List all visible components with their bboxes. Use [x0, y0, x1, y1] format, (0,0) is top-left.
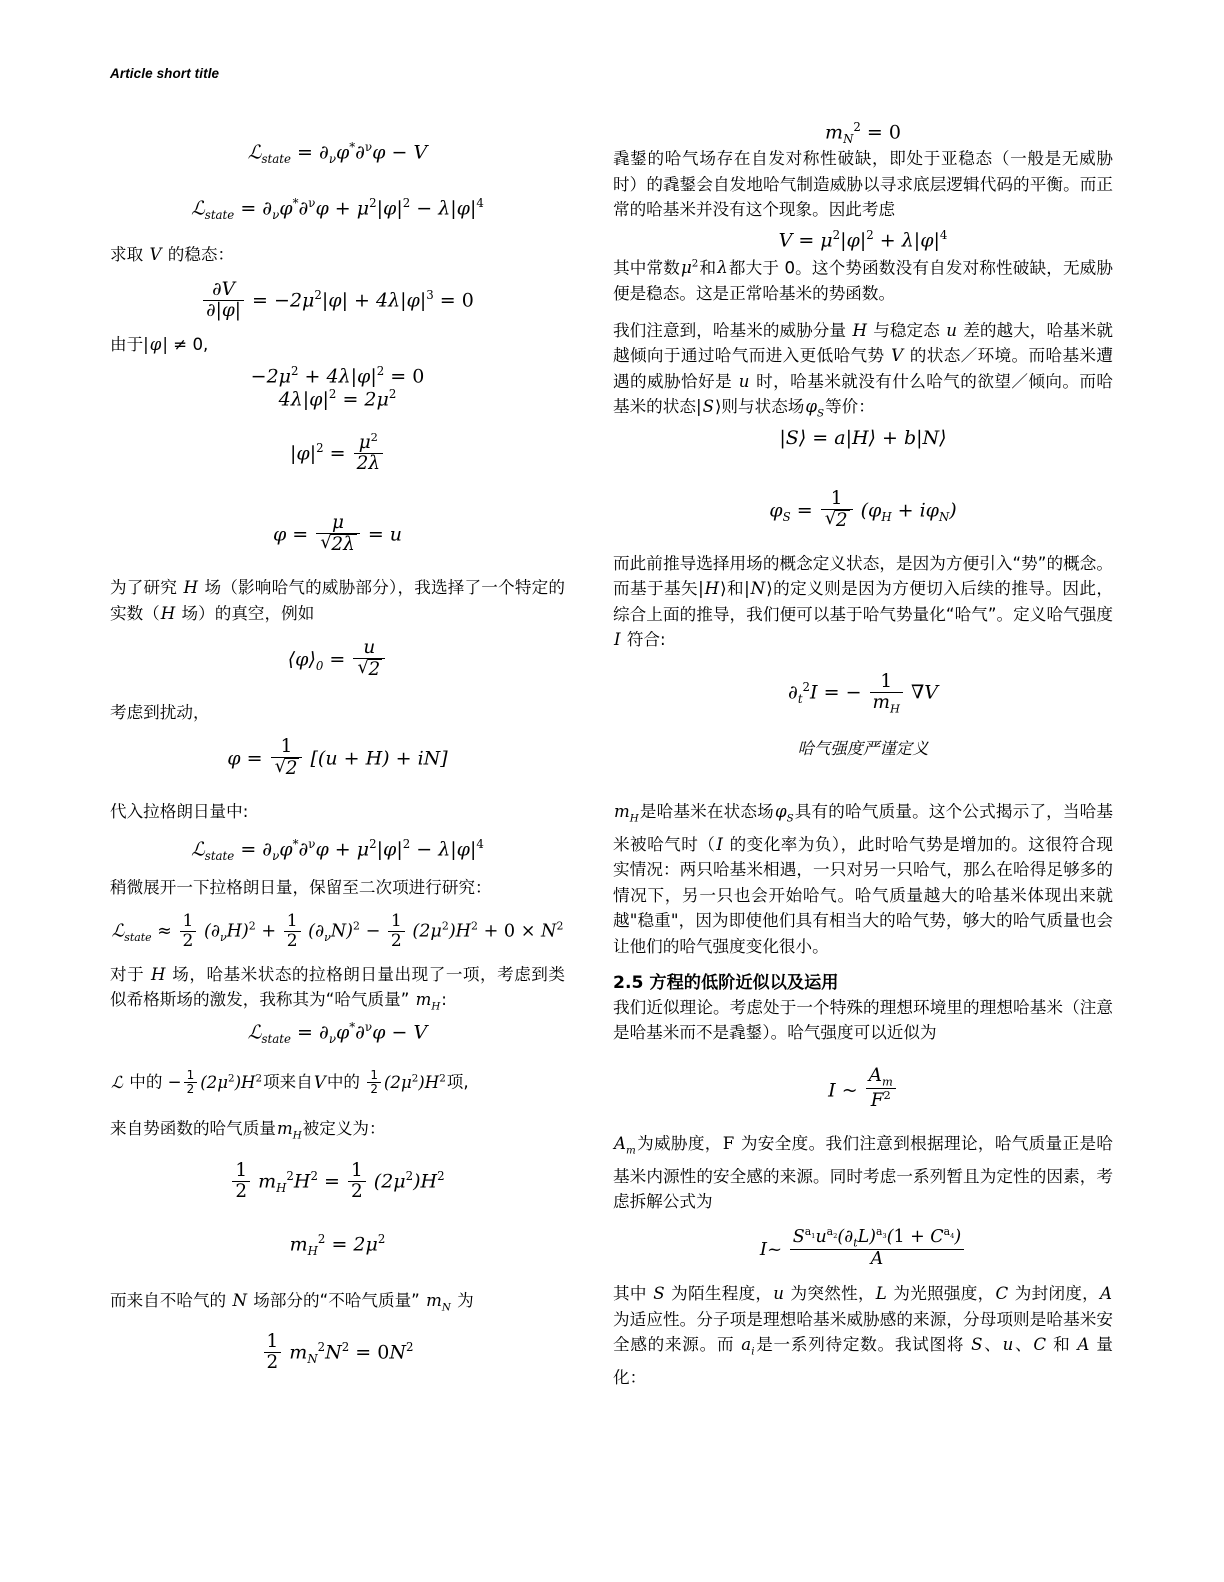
paragraph-perturbation: 考虑到扰动，: [110, 702, 210, 722]
equation-expanded-lagrangian: ℒ$_{state}$ ≈ $\frac{1}{2}$ $(\partial_\nu H)^2$ + $\frac{1}{2}$ $(\partial_\nu N)^2$ − $\frac{1}{2}$ $(2\mu^2)H^2 + 0 \times N^2$: [111, 911, 564, 951]
paragraph-study-H-field: 为了研究 H 场（影响哈气的威胁部分），我选择了一个特定的实数（H 场）的真空，例如: [110, 578, 565, 623]
equation-line-2: $4\lambda|\varphi|^2 = 2\mu^2$: [278, 387, 397, 411]
equation-vev: $⟨\varphi⟩_0$ = u √ 2: [110, 638, 565, 680]
paragraph-constants: 其中常数$\mu^2$和λ都大于 0。这个势函数没有自发对称性破缺，无威胁便是稳态。这是正常哈基米的势函数。: [613, 257, 1114, 303]
caption-intensity-definition: 哈气强度严谨定义: [797, 739, 929, 759]
equation-lagrangian-1: ℒ$_{state}$ = $\partial_\nu\varphi^*\partial^\nu\varphi - V$: [247, 140, 428, 167]
paragraph-Am-definition: $A_m$为威胁度，F 为安全度。我们注意到根据理论，哈气质量正是哈基米内源性的安全感的来源。同时考虑一系列暂且为定性的因素，考虑拆解公式为: [613, 1133, 1114, 1212]
equation-intensity-definition: $\partial_t^2I$ = − $\frac{1}{m_H}$ ∇V: [787, 671, 939, 716]
equation-lagrangian-3: ℒ$_{state}$ = $\partial_\nu\varphi^*\partial^\nu\varphi + \mu^2|\varphi|^2 - \lambda|\varphi|^4$: [191, 836, 484, 863]
equation-phi-expansion: φ = 1 √ 2 [(u + H) + iN]: [110, 737, 565, 779]
paragraph-mass-definition: 来自势函数的哈气质量$m_H$被定义为：: [110, 1119, 386, 1142]
equation-mN-squared-zero: $m_N^2 = 0$: [825, 120, 901, 147]
equation-mH-squared: $m_H^2 = 2\mu^2$: [289, 1231, 386, 1258]
paragraph-since-phi-nonzero: 由于|φ| ≠ 0,: [110, 335, 209, 355]
left-column: [110, 120, 565, 1373]
equation-mN-half: $\frac{1}{2}$ $m_N^2N^2 = 0N^2$: [110, 1332, 565, 1373]
paragraph-mao-field: 毳鋬的哈气场存在自发对称性破缺，即处于亚稳态（一般是无威胁时）的毳鋬会自发地哈气制造威胁以寻求底层逻辑代码的平衡。而正常的哈基米并没有这个现象。因此考虑: [613, 149, 1113, 219]
paragraph-approximation: 我们近似理论。考虑处于一个特殊的理想环境里的理想哈基米（注意是哈基米而不是毳鋬）。哈气强度可以近似为: [613, 998, 1113, 1043]
paragraph-concept-rationale: 而此前推导选择用场的概念定义状态，是因为方便引入“势”的概念。而基于基矢|H⟩和|N⟩的定义则是因为方便切入后续的推导。因此，综合上面的推导，我们便可以基于哈气势量化“哈气”。定义哈气强度 I 符合:: [613, 553, 1113, 649]
right-column: [613, 120, 1113, 1390]
equation-lagrangian-2: ℒ$_{state}$ = $\partial_\nu\varphi^*\partial^\nu\varphi + \mu^2|\varphi|^2 - \lambda|\varphi|^4$: [191, 196, 484, 223]
section-heading-2-5: 2.5 方程的低阶近似以及运用: [613, 973, 839, 994]
paragraph-about-H-field: 对于 H 场，哈基米状态的拉格朗日量出现了一项，考虑到类似希格斯场的激发，我称其为“哈气质量” $m_H$:: [110, 964, 565, 1013]
paragraph-mass-N-field: 而来自不哈气的 N 场部分的“不哈气质量” $m_N$ 为: [110, 1290, 474, 1313]
equation-phi-squared: $|\varphi|^2$ = $\frac{\mu^2}{2\lambda}$: [110, 431, 565, 474]
equation-line-1: $-2\mu^2 + 4\lambda|\varphi|^2 = 0$: [250, 363, 425, 388]
equation-dV-dphi: $\frac{\partial V}{\partial|\varphi|}$ = $-2\mu^2|\varphi| + 4\lambda|\varphi|^3 = 0$: [110, 280, 565, 321]
paragraph-symbol-definitions: 其中 S 为陌生程度，u 为突然性，L 为光照强度，C 为封闭度，A 为适应性。分子项是理想哈基米威胁感的来源，分母项则是哈基米安全感的来源。而 $a_i$是一系列待定数。我试图将 S、u、C 和 A 量化：: [613, 1284, 1113, 1387]
equation-state-superposition: |S⟩ = a|H⟩ + b|N⟩: [779, 426, 947, 449]
equation-I-approx: I ~ $\frac{A_m}{F^2}$: [613, 1066, 1113, 1111]
equation-phi-S: $\varphi_S$ = 1 √ 2 $(\varphi_H + i\varphi_N)$: [613, 489, 1113, 531]
paragraph-notice-threat: 我们注意到，哈基米的威胁分量 H 与稳定态 u 差的越大，哈基米就越倾向于通过哈气而进入更低哈气势 V 的状态／环境。而哈基米遭遇的威胁恰好是 u 时，哈基米就没有什么哈气的欲望／倾向。而哈基米的状态|S⟩则与状态场$\varphi_S$等价：: [613, 321, 1113, 420]
paragraph-term-origin: ℒ 中的 − $\frac{1}{2}$ $(2\mu^2)H^2$项来自V中的 $\frac{1}{2}$ $(2\mu^2)H^2$项,: [111, 1068, 469, 1097]
equation-potential-V: $V = \mu^2|\varphi|^2 + \lambda|\varphi|^4$: [778, 228, 948, 252]
running-head: Article short title: [110, 66, 220, 81]
equation-lagrangian-4: ℒ$_{state}$ = $\partial_\nu\varphi^*\partial^\nu\varphi - V$: [247, 1020, 428, 1047]
paragraph-substitute: 代入拉格朗日量中:: [110, 802, 249, 822]
paragraph-mH-description: $m_H$是哈基米在状态场$\varphi_S$具有的哈气质量。这个公式揭示了，当哈基米被哈气时（I 的变化率为负），此时哈气势是增加的。这很符合现实情况：两只哈基米相遇，一只对另一只哈气，那么在哈得足够多的情况下，另一只也会开始哈气。哈气质量越大的哈基米体现出来就越"稳重"，因为即使他们具有相当大的哈气势，够大的哈气质量也会让他们的哈气强度变化很小。: [613, 802, 1114, 956]
paragraph-seek-stable: 求取 V 的稳态：: [110, 245, 235, 265]
equation-I-full-expansion: I~ $\frac{S^{a_1}u^{a_2}(\partial_tL)^{a_3}(1 + C^{a_4})}{A}$: [613, 1226, 1113, 1269]
paragraph-expand-note: 稍微展开一下拉格朗日量，保留至二次项进行研究：: [110, 877, 492, 897]
equation-phi-equals-u: φ = μ √ 2λ = u: [110, 513, 565, 555]
equation-mass-definition: $\frac{1}{2}$ $m_H^2H^2$ = $\frac{1}{2}$ $(2\mu^2)H^2$: [110, 1161, 565, 1202]
